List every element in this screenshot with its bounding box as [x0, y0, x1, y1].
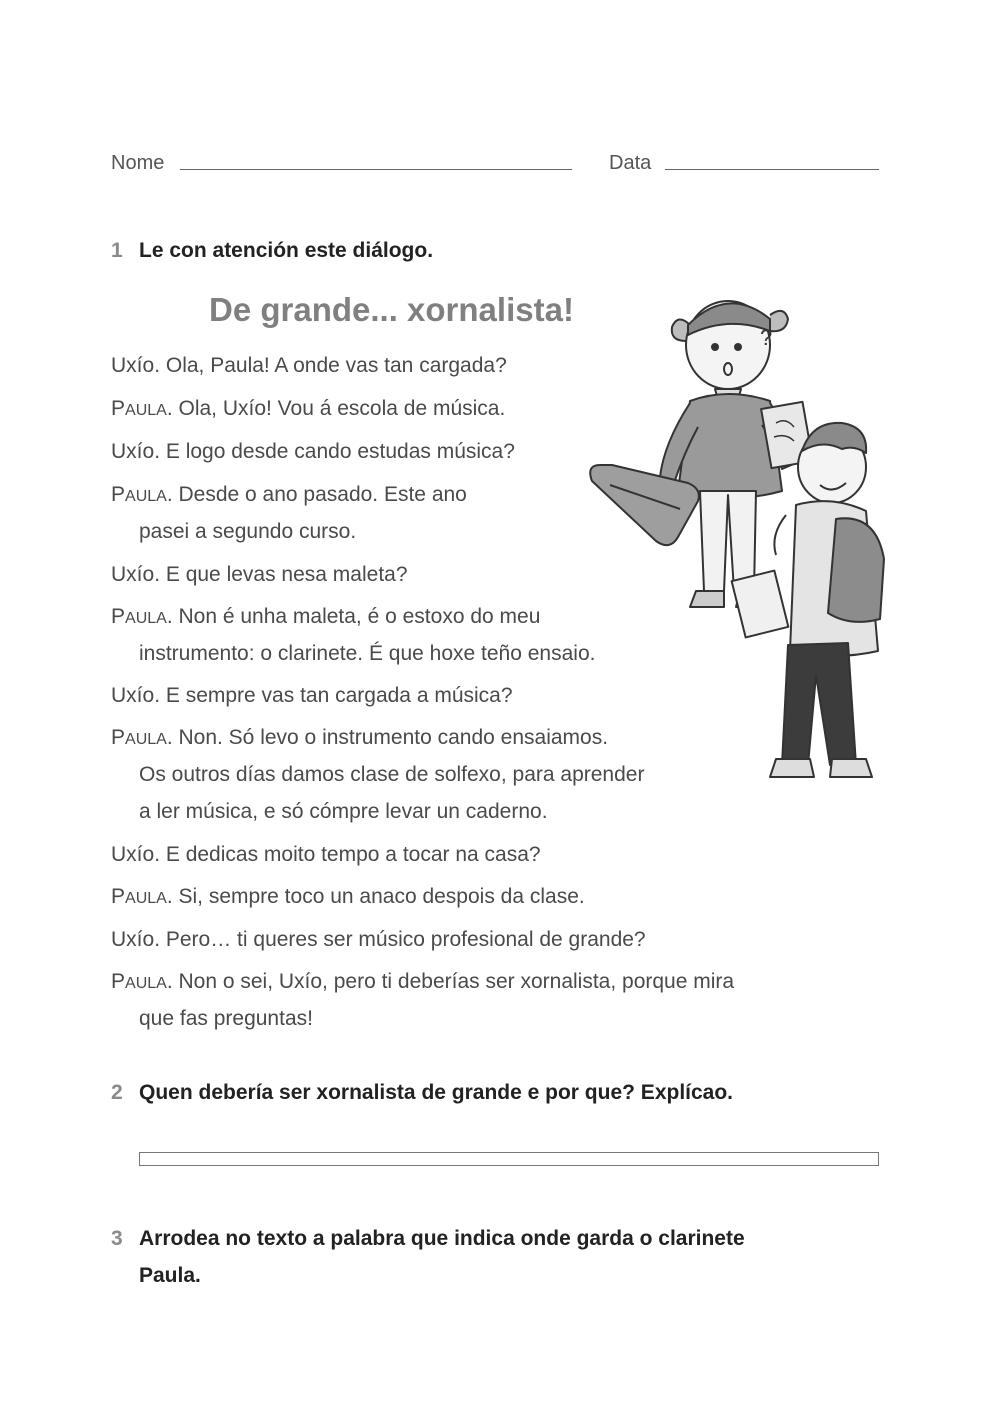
- backpack: [828, 518, 884, 622]
- name-label: Nome: [111, 152, 165, 174]
- date-label: Data: [609, 152, 652, 174]
- date-field-line[interactable]: [665, 169, 879, 170]
- exercise1-number: 1: [111, 239, 123, 262]
- dialogue-line-continuation: a ler música, e só cómpre levar un caderno.: [139, 800, 548, 823]
- dialogue-line-continuation: Os outros días damos clase de solfexo, para aprender: [139, 763, 645, 786]
- dialogue-line: Uxío. E que levas nesa maleta?: [111, 563, 408, 586]
- dialogue-line: Uxío. E sempre vas tan cargada a música?: [111, 684, 513, 707]
- dialogue-line: PAULA. Non o sei, Uxío, pero ti deberías ser xornalista, porque mira: [111, 970, 735, 993]
- dialogue-line: PAULA. Non é unha maleta, é o estoxo do meu: [111, 605, 541, 628]
- dialogue-line: Uxío. Ola, Paula! A onde vas tan cargada?: [111, 354, 507, 377]
- exercise2-number: 2: [111, 1081, 123, 1104]
- exercise3-question-line1: Arrodea no texto a palabra que indica onde garda o clarinete: [139, 1227, 745, 1250]
- dialogue-title: De grande... xornalista!: [209, 291, 574, 328]
- name-field-line[interactable]: [180, 169, 572, 170]
- dialogue-line: PAULA. Non. Só levo o instrumento cando ensaiamos.: [111, 726, 609, 749]
- exercise3-number: 3: [111, 1227, 123, 1250]
- dialogue-line: PAULA. Si, sempre toco un anaco despois da clase.: [111, 885, 585, 908]
- dialogue-line: Uxío. Pero… ti queres ser músico profesional de grande?: [111, 928, 646, 951]
- exercise2-answer-field[interactable]: [139, 1152, 879, 1166]
- exercise3-question-line2: Paula.: [139, 1264, 201, 1287]
- exercise2-question: Quen debería ser xornalista de grande e por que? Explícao.: [139, 1081, 734, 1104]
- exercise1-instruction: Le con atención este diálogo.: [139, 239, 434, 262]
- dialogue-line: Uxío. E logo desde cando estudas música?: [111, 440, 515, 463]
- notepad: [732, 571, 789, 638]
- svg-text:?: ?: [760, 325, 773, 350]
- dialogue-line: Uxío. E dedicas moito tempo a tocar na casa?: [111, 843, 541, 866]
- dialogue-line: PAULA. Ola, Uxío! Vou á escola de música.: [111, 397, 506, 420]
- exercise3-question: [139, 1220, 919, 1294]
- dialogue-line-continuation: pasei a segundo curso.: [139, 520, 357, 543]
- children-illustration: [570, 285, 900, 785]
- dialogue-line-continuation: instrumento: o clarinete. É que hoxe teño ensaio.: [139, 642, 596, 665]
- dialogue-line: PAULA. Desde o ano pasado. Este ano: [111, 483, 467, 506]
- dialogue-line-continuation: que fas preguntas!: [139, 1007, 313, 1030]
